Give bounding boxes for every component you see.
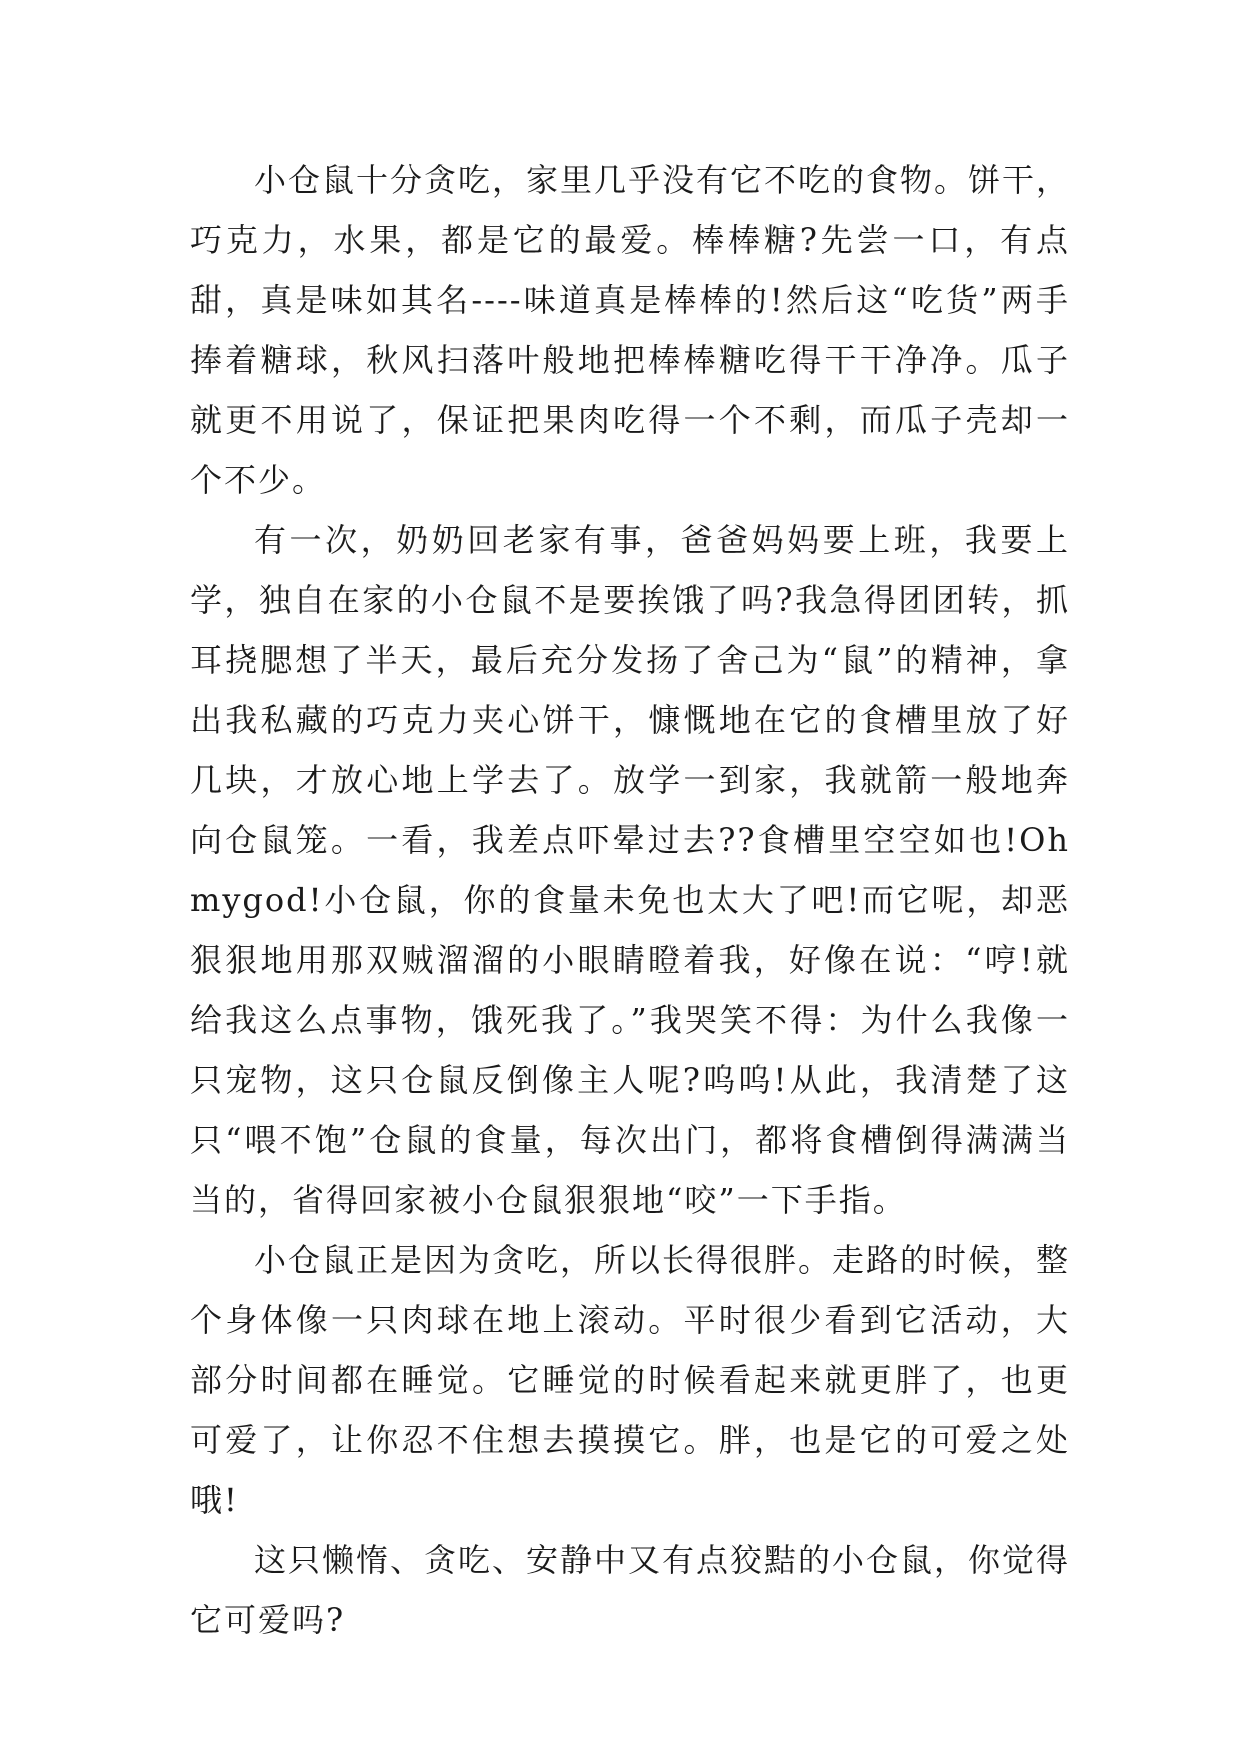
paragraph-chubby-hamster: 小仓鼠正是因为贪吃，所以长得很胖。走路的时候，整个身体像一只肉球在地上滚动。平时很少看到它活动，大部分时间都在睡觉。它睡觉的时候看起来就更胖了，也更可爱了，让你忍不住想去摸摸它。胖，也是它的可爱之处哦! xyxy=(190,1241,1071,1519)
article-body xyxy=(190,150,1070,1650)
paragraph-greedy-eater: 小仓鼠十分贪吃，家里几乎没有它不吃的食物。饼干，巧克力，水果，都是它的最爱。棒棒糖?先尝一口，有点甜，真是味如其名----味道真是棒棒的!然后这“吃货”两手捧着糖球，秋风扫落叶般地把棒棒糖吃得干干净净。瓜子就更不用说了，保证把果肉吃得一个不剩，而瓜子壳却一个不少。 xyxy=(190,161,1071,499)
paragraph-closing-question: 这只懒惰、贪吃、安静中又有点狡黠的小仓鼠，你觉得它可爱吗? xyxy=(190,1541,1071,1639)
paragraph-empty-food-trough: 有一次，奶奶回老家有事，爸爸妈妈要上班，我要上学，独自在家的小仓鼠不是要挨饿了吗?我急得团团转，抓耳挠腮想了半天，最后充分发扬了舍己为“鼠”的精神，拿出我私藏的巧克力夹心饼干，慷慨地在它的食槽里放了好几块，才放心地上学去了。放学一到家，我就箭一般地奔向仓鼠笼。一看，我差点吓晕过去??食槽里空空如也!Ohmygod!小仓鼠，你的食量未免也太大了吧!而它呢，却恶狠狠地用那双贼溜溜的小眼睛瞪着我，好像在说：“哼!就给我这么点事物，饿死我了。”我哭笑不得：为什么我像一只宠物，这只仓鼠反倒像主人呢?呜呜!从此，我清楚了这只“喂不饱”仓鼠的食量，每次出门，都将食槽倒得满满当当的，省得回家被小仓鼠狠狠地“咬”一下手指。 xyxy=(190,521,1070,1219)
